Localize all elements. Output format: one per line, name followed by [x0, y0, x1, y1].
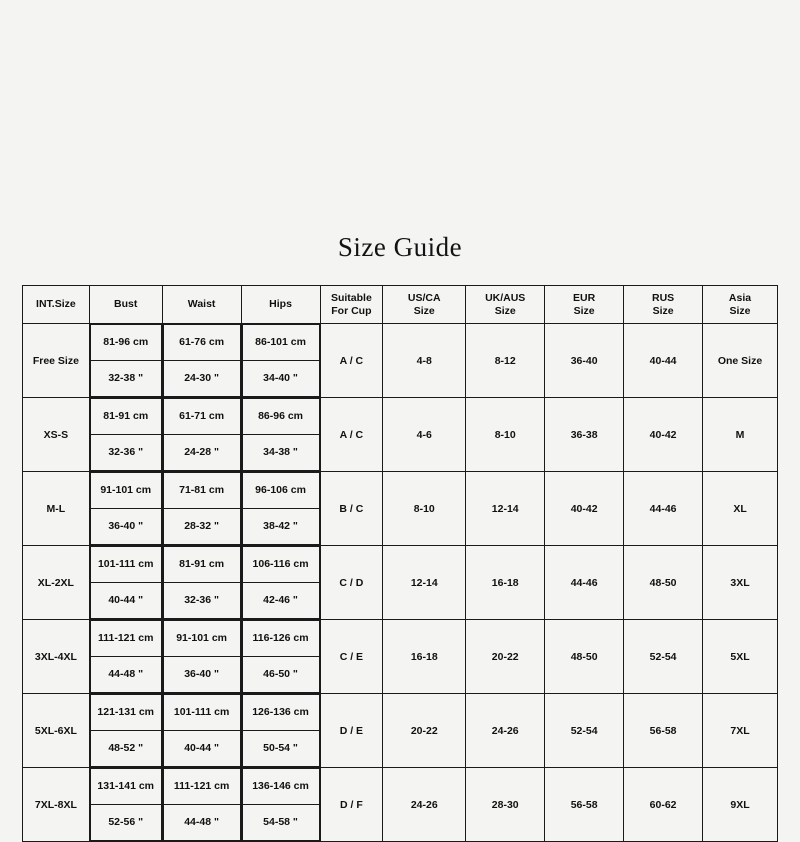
cell-uk-aus: 20-22 [466, 620, 545, 694]
cell-bust-inch: 52-56 " [90, 805, 161, 841]
size-guide-table [22, 285, 778, 842]
cell-hips [241, 768, 320, 842]
cell-waist-inch: 44-48 " [163, 805, 240, 841]
cell-rus: 56-58 [624, 694, 703, 768]
cell-bust-inch: 36-40 " [90, 509, 161, 545]
cell-waist-cm: 111-121 cm [163, 769, 240, 805]
cell-hips-cm: 86-96 cm [242, 399, 319, 435]
cell-hips-cm: 126-136 cm [242, 695, 319, 731]
cell-hips [241, 324, 320, 398]
cell-hips-inch: 54-58 " [242, 805, 319, 841]
cell-waist [162, 768, 241, 842]
column-header-suitable-for-cup: Suitable For Cup [320, 286, 383, 324]
cell-bust-inch: 32-36 " [90, 435, 161, 471]
cell-bust [89, 546, 162, 620]
cell-waist-inch: 24-28 " [163, 435, 240, 471]
cell-bust-inch: 40-44 " [90, 583, 161, 619]
cell-us-ca: 20-22 [383, 694, 466, 768]
cell-uk-aus: 12-14 [466, 472, 545, 546]
cell-rus: 40-44 [624, 324, 703, 398]
cell-cup: A / C [320, 324, 383, 398]
cell-bust-inch: 48-52 " [90, 731, 161, 767]
cell-asia: 3XL [703, 546, 778, 620]
cell-int-size: 5XL-6XL [23, 694, 90, 768]
cell-bust-cm: 81-91 cm [90, 399, 161, 435]
cell-us-ca: 12-14 [383, 546, 466, 620]
column-header-bust: Bust [89, 286, 162, 324]
header-row [23, 286, 778, 324]
cell-eur: 44-46 [545, 546, 624, 620]
cell-int-size: XL-2XL [23, 546, 90, 620]
table-row [23, 398, 778, 472]
column-header-us-ca-size: US/CA Size [383, 286, 466, 324]
cell-cup: D / E [320, 694, 383, 768]
cell-hips-cm: 96-106 cm [242, 473, 319, 509]
cell-hips-cm: 136-146 cm [242, 769, 319, 805]
cell-hips [241, 694, 320, 768]
table-row [23, 620, 778, 694]
cell-eur: 52-54 [545, 694, 624, 768]
cell-int-size: Free Size [23, 324, 90, 398]
cell-waist [162, 694, 241, 768]
cell-bust-cm: 131-141 cm [90, 769, 161, 805]
cell-asia: XL [703, 472, 778, 546]
cell-cup: D / F [320, 768, 383, 842]
cell-int-size: M-L [23, 472, 90, 546]
cell-uk-aus: 16-18 [466, 546, 545, 620]
cell-waist-cm: 91-101 cm [163, 621, 240, 657]
cell-bust [89, 472, 162, 546]
page-title: Size Guide [337, 232, 463, 262]
cell-hips [241, 398, 320, 472]
cell-asia: One Size [703, 324, 778, 398]
cell-eur: 36-38 [545, 398, 624, 472]
cell-bust-cm: 81-96 cm [90, 325, 161, 361]
cell-int-size: XS-S [23, 398, 90, 472]
cell-uk-aus: 24-26 [466, 694, 545, 768]
table-row [23, 694, 778, 768]
cell-waist-cm: 61-76 cm [163, 325, 240, 361]
cell-eur: 36-40 [545, 324, 624, 398]
cell-bust [89, 398, 162, 472]
column-header-int-size: INT.Size [23, 286, 90, 324]
cell-asia: 5XL [703, 620, 778, 694]
column-header-rus-size: RUS Size [624, 286, 703, 324]
cell-rus: 48-50 [624, 546, 703, 620]
cell-asia: 7XL [703, 694, 778, 768]
cell-waist [162, 546, 241, 620]
cell-rus: 60-62 [624, 768, 703, 842]
cell-waist-inch: 28-32 " [163, 509, 240, 545]
cell-us-ca: 24-26 [383, 768, 466, 842]
cell-bust-inch: 44-48 " [90, 657, 161, 693]
cell-hips-inch: 46-50 " [242, 657, 319, 693]
table-row [23, 546, 778, 620]
column-header-hips: Hips [241, 286, 320, 324]
table-body [23, 324, 778, 842]
table-row [23, 768, 778, 842]
cell-hips-inch: 34-38 " [242, 435, 319, 471]
cell-rus: 52-54 [624, 620, 703, 694]
cell-hips-cm: 86-101 cm [242, 325, 319, 361]
cell-eur: 48-50 [545, 620, 624, 694]
cell-bust-cm: 111-121 cm [90, 621, 161, 657]
cell-hips [241, 620, 320, 694]
cell-int-size: 7XL-8XL [23, 768, 90, 842]
cell-rus: 40-42 [624, 398, 703, 472]
cell-bust-cm: 91-101 cm [90, 473, 161, 509]
column-header-uk-aus-size: UK/AUS Size [466, 286, 545, 324]
cell-hips-cm: 116-126 cm [242, 621, 319, 657]
cell-waist-inch: 40-44 " [163, 731, 240, 767]
cell-waist [162, 324, 241, 398]
cell-eur: 56-58 [545, 768, 624, 842]
cell-bust [89, 324, 162, 398]
cell-eur: 40-42 [545, 472, 624, 546]
cell-waist-inch: 32-36 " [163, 583, 240, 619]
cell-us-ca: 16-18 [383, 620, 466, 694]
cell-uk-aus: 28-30 [466, 768, 545, 842]
cell-hips-cm: 106-116 cm [242, 547, 319, 583]
column-header-waist: Waist [162, 286, 241, 324]
cell-hips-inch: 34-40 " [242, 361, 319, 397]
cell-us-ca: 4-8 [383, 324, 466, 398]
cell-waist-cm: 81-91 cm [163, 547, 240, 583]
column-header-asia-size: Asia Size [703, 286, 778, 324]
cell-hips-inch: 38-42 " [242, 509, 319, 545]
table-row [23, 324, 778, 398]
cell-hips [241, 546, 320, 620]
cell-waist-inch: 36-40 " [163, 657, 240, 693]
cell-bust [89, 694, 162, 768]
cell-hips-inch: 50-54 " [242, 731, 319, 767]
size-guide-table-wrapper [22, 285, 778, 842]
cell-uk-aus: 8-12 [466, 324, 545, 398]
cell-waist [162, 398, 241, 472]
cell-cup: A / C [320, 398, 383, 472]
cell-bust [89, 768, 162, 842]
table-row [23, 472, 778, 546]
cell-waist-cm: 101-111 cm [163, 695, 240, 731]
cell-cup: C / D [320, 546, 383, 620]
cell-waist-inch: 24-30 " [163, 361, 240, 397]
cell-us-ca: 8-10 [383, 472, 466, 546]
cell-bust-cm: 121-131 cm [90, 695, 161, 731]
cell-int-size: 3XL-4XL [23, 620, 90, 694]
table-header [23, 286, 778, 324]
cell-waist-cm: 61-71 cm [163, 399, 240, 435]
cell-hips [241, 472, 320, 546]
cell-bust [89, 620, 162, 694]
cell-uk-aus: 8-10 [466, 398, 545, 472]
cell-cup: B / C [320, 472, 383, 546]
cell-hips-inch: 42-46 " [242, 583, 319, 619]
column-header-eur-size: EUR Size [545, 286, 624, 324]
cell-bust-inch: 32-38 " [90, 361, 161, 397]
cell-waist [162, 472, 241, 546]
cell-bust-cm: 101-111 cm [90, 547, 161, 583]
cell-waist-cm: 71-81 cm [163, 473, 240, 509]
cell-rus: 44-46 [624, 472, 703, 546]
cell-asia: M [703, 398, 778, 472]
cell-cup: C / E [320, 620, 383, 694]
cell-asia: 9XL [703, 768, 778, 842]
cell-waist [162, 620, 241, 694]
cell-us-ca: 4-6 [383, 398, 466, 472]
